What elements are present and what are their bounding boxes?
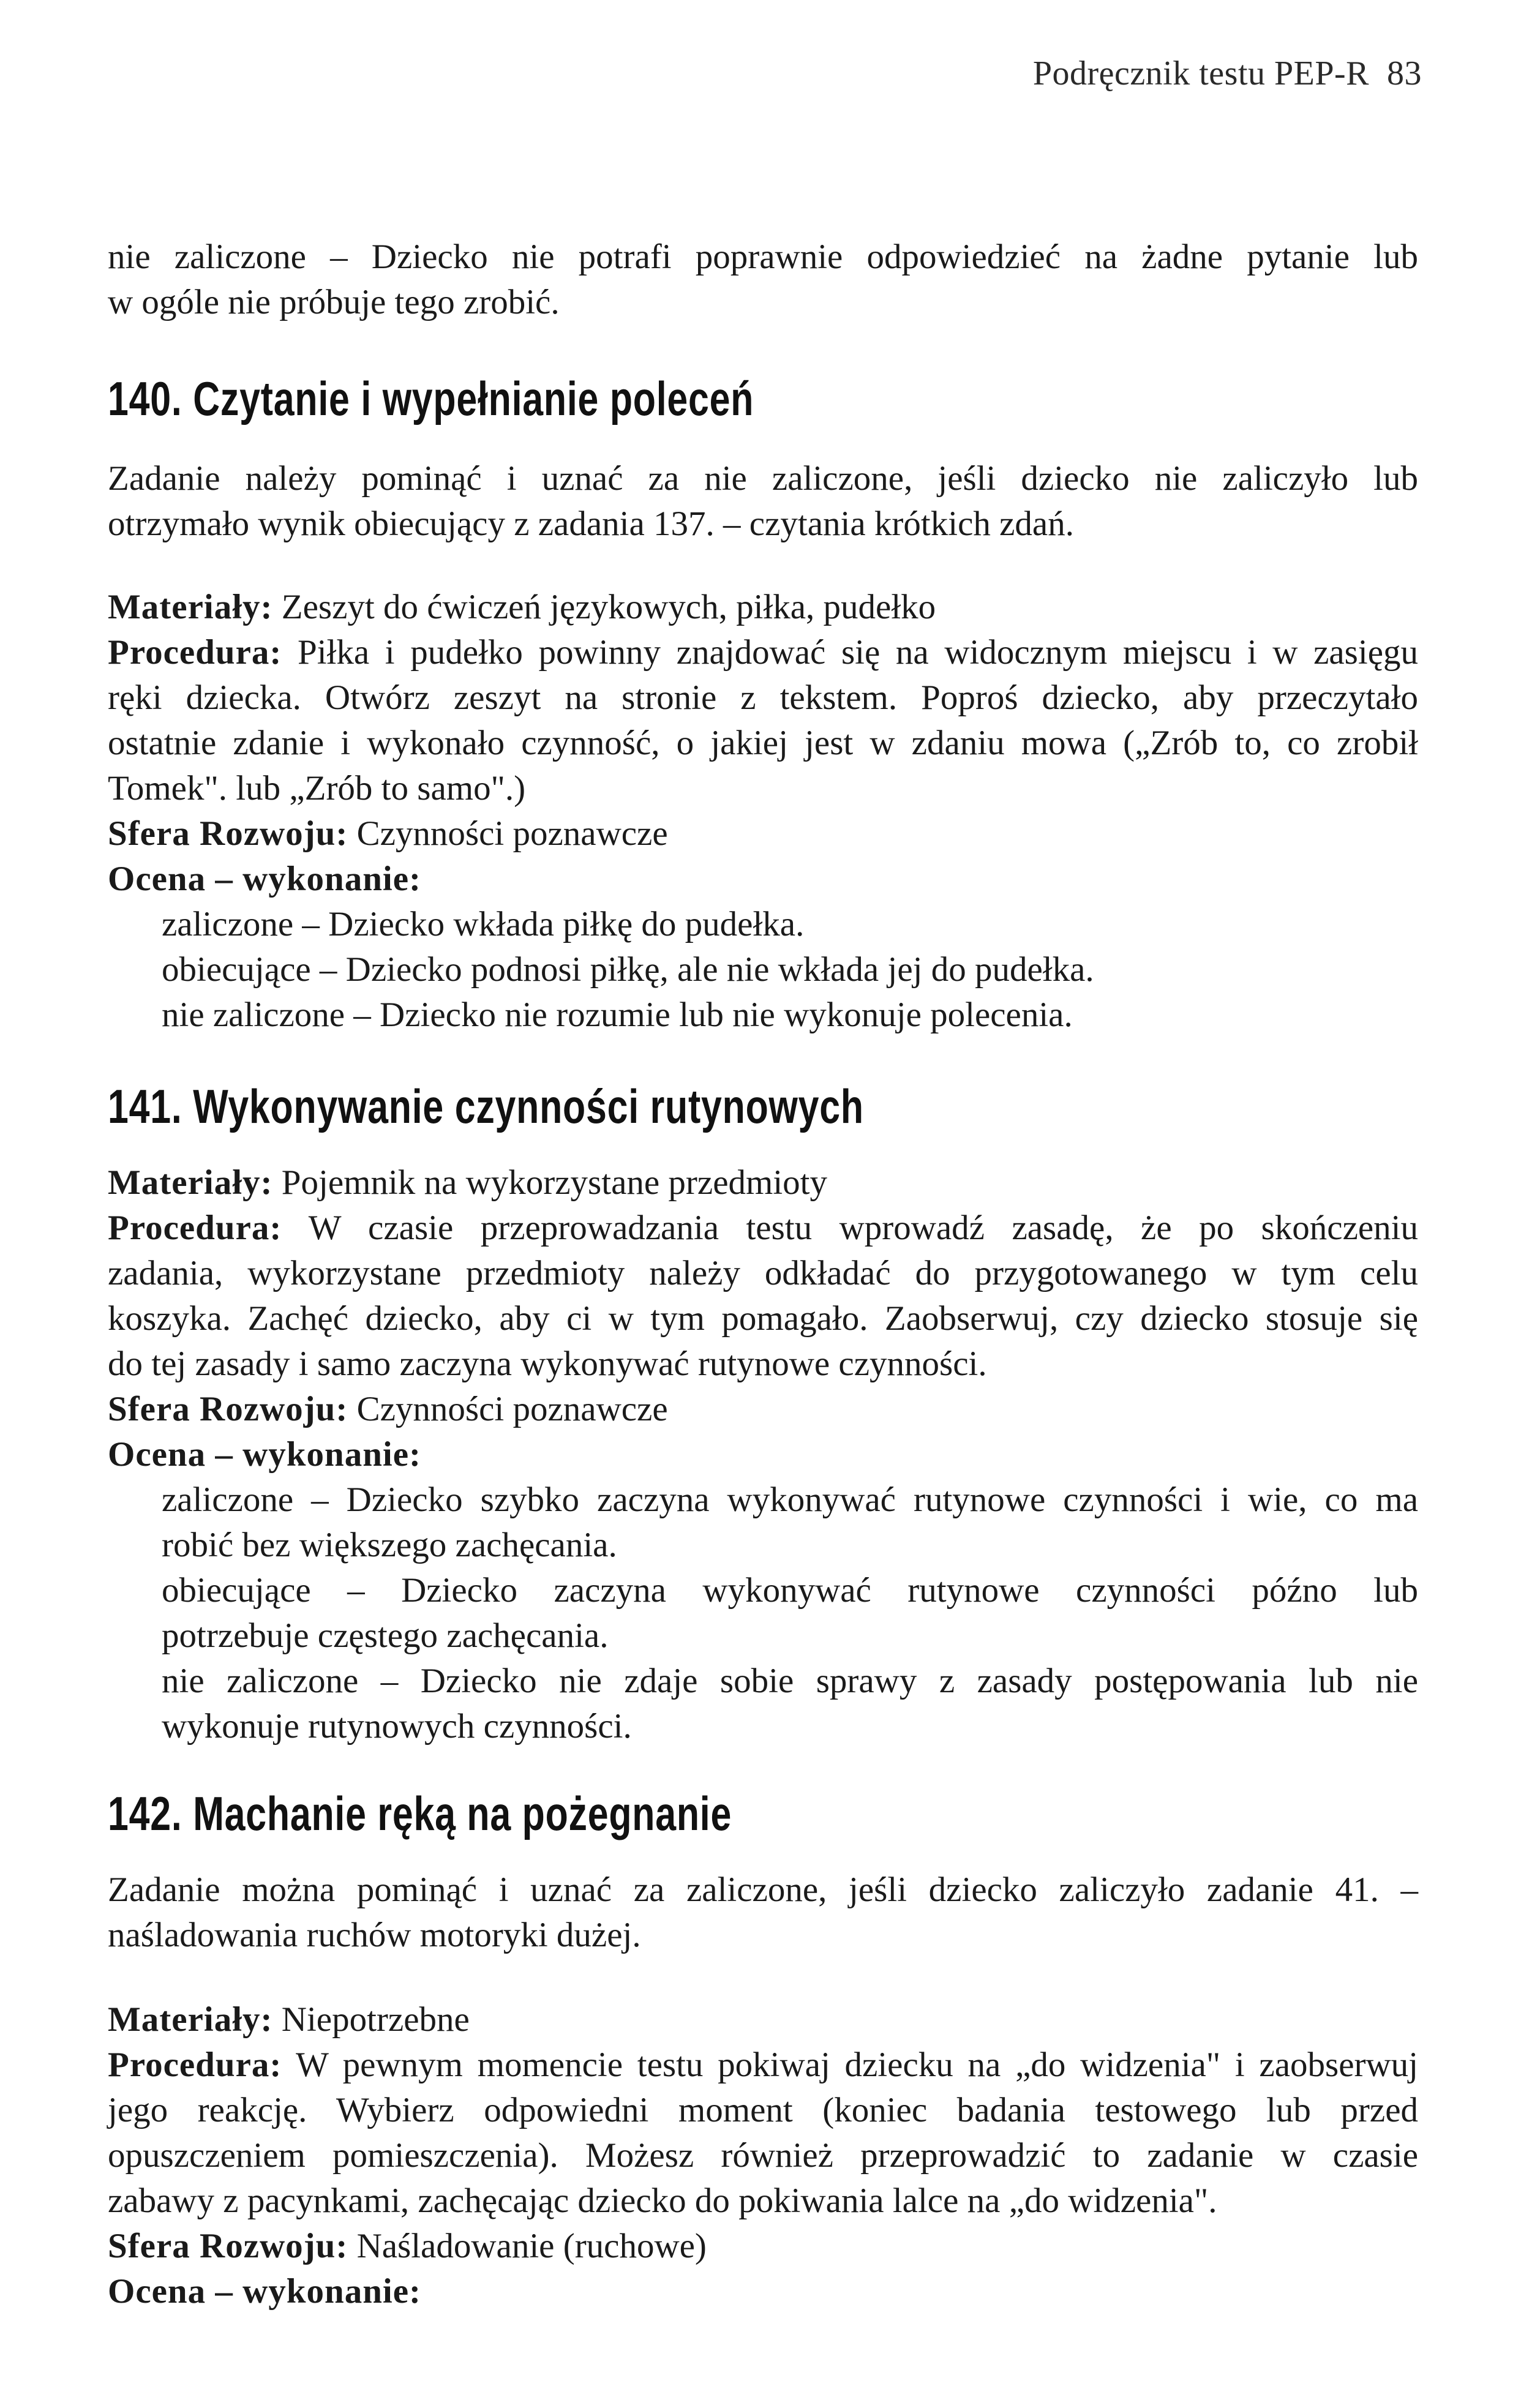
sphere-label: Sfera Rozwoju: [108, 2227, 348, 2265]
score-label: Ocena – wykonanie: [108, 860, 422, 898]
materials-label: Materiały: [108, 1163, 273, 1202]
procedure-label: Procedura: [108, 633, 282, 672]
sphere-text: Czynności poznawcze [348, 814, 668, 853]
section-142-body [108, 1997, 1418, 2314]
section-heading-140: 140. Czytanie i wypełnianie poleceń [108, 372, 754, 426]
materials-label: Materiały: [108, 2000, 273, 2039]
materials-text: Zeszyt do ćwiczeń językowych, piłka, pudełko [272, 588, 936, 626]
note-line: otrzymało wynik obiecujący z zadania 137. – czytania krótkich zdań. [108, 504, 1074, 543]
procedure-line: koszyka. Zachęć dziecko, aby ci w tym pomagało. Zaobserwuj, czy dziecko stosuje się [108, 1299, 1418, 1338]
score-emerging: obiecujące – Dziecko podnosi piłkę, ale nie wkłada jej do pudełka. [162, 950, 1094, 989]
score-label: Ocena – wykonanie: [108, 1435, 422, 1474]
score-failed-cont: wykonuje rutynowych czynności. [162, 1707, 632, 1746]
sphere-label: Sfera Rozwoju: [108, 1390, 348, 1428]
procedure-text: W pewnym momencie testu pokiwaj dziecku na „do widzenia" i zaobserwuj [282, 2046, 1418, 2084]
score-passed: zaliczone – Dziecko szybko zaczyna wykonywać rutynowe czynności i wie, co ma [162, 1480, 1418, 1519]
section-heading-141: 141. Wykonywanie czynności rutynowych [108, 1079, 864, 1133]
page-number: 83 [1387, 54, 1422, 92]
intro-paragraph [108, 234, 1418, 325]
note-line: Zadanie można pominąć i uznać za zaliczone, jeśli dziecko zaliczyło zadanie 41. – [108, 1870, 1418, 1909]
section-142-note [108, 1867, 1418, 1958]
sphere-label: Sfera Rozwoju: [108, 814, 348, 853]
materials-text: Pojemnik na wykorzystane przedmioty [272, 1163, 828, 1202]
procedure-label: Procedura: [108, 2046, 282, 2084]
section-heading-142: 142. Machanie ręką na pożegnanie [108, 1787, 732, 1840]
procedure-line: ostatnie zdanie i wykonało czynność, o jakiej jest w zdaniu mowa („Zrób to, co zrobił [108, 724, 1418, 762]
score-emerging: obiecujące – Dziecko zaczyna wykonywać rutynowe czynności późno lub [162, 1571, 1418, 1610]
procedure-line: Tomek". lub „Zrób to samo".) [108, 769, 526, 808]
procedure-line: do tej zasady i samo zaczyna wykonywać rutynowe czynności. [108, 1345, 987, 1383]
intro-line: nie zaliczone – Dziecko nie potrafi poprawnie odpowiedzieć na żadne pytanie lub [108, 238, 1418, 276]
running-header [1033, 54, 1422, 93]
score-passed-cont: robić bez większego zachęcania. [162, 1526, 617, 1564]
score-passed: zaliczone – Dziecko wkłada piłkę do pudełka. [162, 905, 805, 943]
procedure-label: Procedura: [108, 1209, 282, 1247]
header-title: Podręcznik testu PEP-R [1032, 54, 1369, 92]
procedure-line: zabawy z pacynkami, zachęcając dziecko do pokiwania lalce na „do widzenia". [108, 2181, 1217, 2220]
note-line: naśladowania ruchów motoryki dużej. [108, 1916, 641, 1954]
score-failed: nie zaliczone – Dziecko nie rozumie lub nie wykonuje polecenia. [162, 996, 1073, 1034]
note-line: Zadanie należy pominąć i uznać za nie zaliczone, jeśli dziecko nie zaliczyło lub [108, 459, 1418, 498]
section-140-body [108, 585, 1418, 1038]
score-label: Ocena – wykonanie: [108, 2272, 422, 2311]
materials-text: Niepotrzebne [272, 2000, 470, 2039]
procedure-line: opuszczeniem pomieszczenia). Możesz również przeprowadzić to zadanie w czasie [108, 2136, 1418, 2175]
procedure-text: Piłka i pudełko powinny znajdować się na widocznym miejscu i w zasięgu [282, 633, 1418, 672]
intro-line: w ogóle nie próbuje tego zrobić. [108, 283, 560, 321]
procedure-line: zadania, wykorzystane przedmioty należy odkładać do przygotowanego w tym celu [108, 1254, 1418, 1292]
sphere-text: Naśladowanie (ruchowe) [348, 2227, 707, 2265]
materials-label: Materiały: [108, 588, 273, 626]
procedure-line: ręki dziecka. Otwórz zeszyt na stronie z tekstem. Poproś dziecko, aby przeczytało [108, 678, 1418, 717]
score-emerging-cont: potrzebuje częstego zachęcania. [162, 1616, 609, 1655]
procedure-text: W czasie przeprowadzania testu wprowadź zasadę, że po skończeniu [282, 1209, 1418, 1247]
procedure-line: jego reakcję. Wybierz odpowiedni moment (koniec badania testowego lub przed [108, 2091, 1418, 2129]
section-141-body [108, 1160, 1418, 1749]
score-failed: nie zaliczone – Dziecko nie zdaje sobie sprawy z zasady postępowania lub nie [162, 1662, 1418, 1700]
sphere-text: Czynności poznawcze [348, 1390, 668, 1428]
section-140-note [108, 456, 1418, 547]
